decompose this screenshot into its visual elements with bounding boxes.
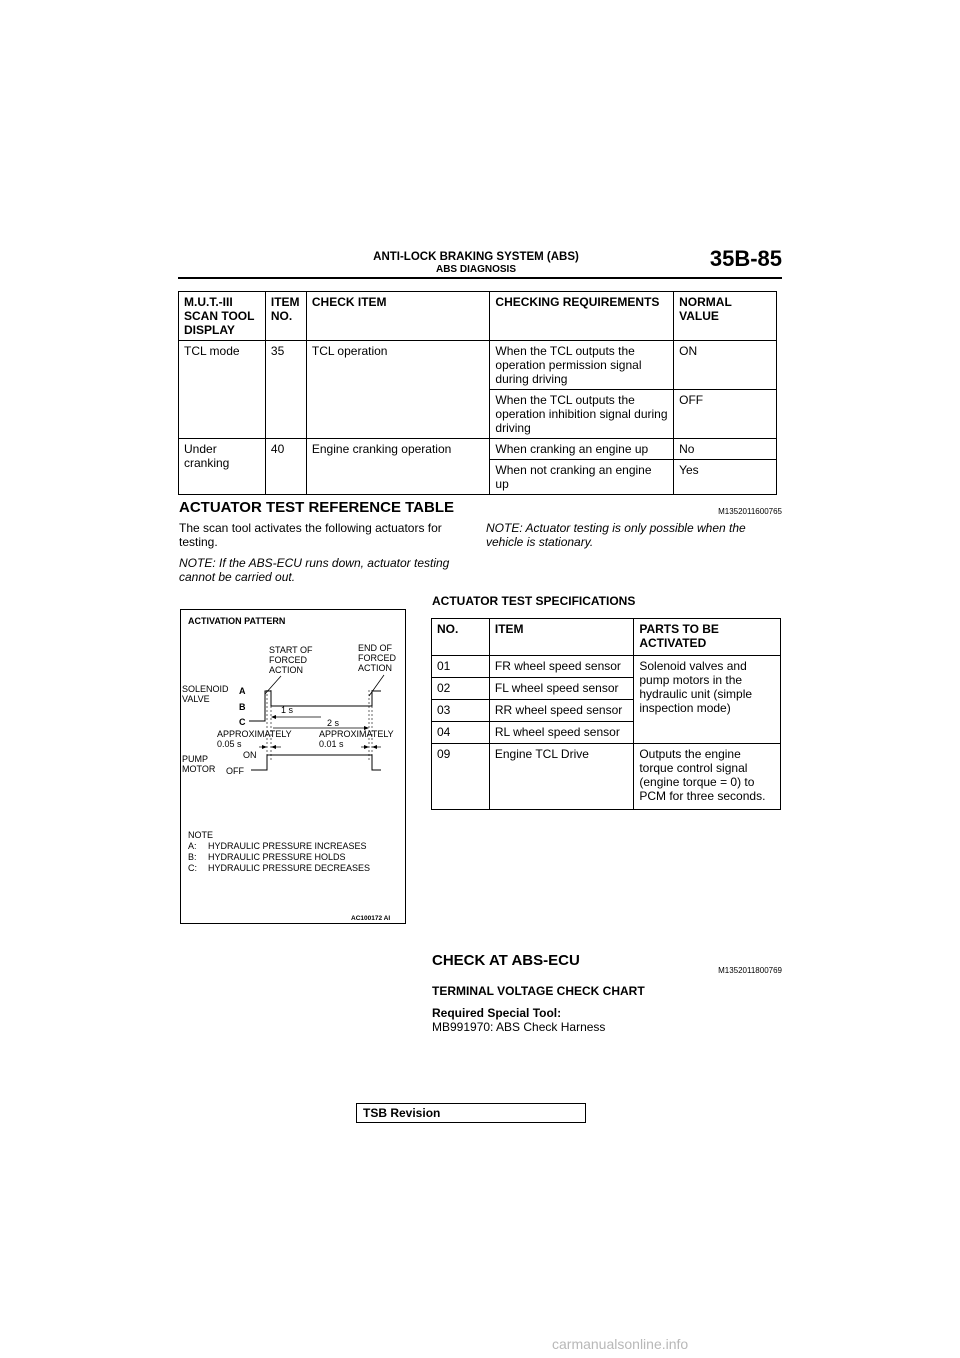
cell-no: 04 [432,722,490,744]
page-number: 35B-85 [709,246,782,271]
arrow-head [262,745,267,749]
approx-left: APPROXIMATELY [217,729,292,739]
header-cell: CHECK ITEM [306,292,490,341]
pump-label: PUMP [182,754,209,764]
spec-table-title: ACTUATOR TEST SPECIFICATIONS [432,594,636,608]
cell-item: FL wheel speed sensor [489,678,633,700]
cell-value: ON [674,341,777,390]
figure-code: AC100172 AI [351,915,391,922]
activation-pattern-diagram [181,610,405,923]
cell-no: 01 [432,656,490,678]
tool-label: Required Special Tool: [432,1006,562,1020]
activation-pattern-figure [180,609,406,924]
solenoid-label: SOLENOID [182,684,229,694]
table-row [179,341,777,390]
cell-requirement: When the TCL outputs the operation permission signal during driving [490,341,674,390]
table-header-row [432,619,781,656]
table-header-row [179,292,777,341]
level-a-label: A [239,686,246,696]
cell-parts: Solenoid valves and pump motors in the hydraulic unit (simple inspection mode) [634,656,781,744]
on-label: ON [243,750,257,760]
off-label: OFF [226,766,244,776]
cell-no: 02 [432,678,490,700]
cell-check-item: Engine cranking operation [306,439,490,495]
ecu-section-code: M1352011800769 [718,966,782,975]
cell-item: FR wheel speed sensor [489,656,633,678]
header-cell: ITEM NO. [265,292,306,341]
actuator-section-title: ACTUATOR TEST REFERENCE TABLE [179,499,455,516]
cell-display: Under cranking [179,439,266,495]
one-second-label: 1 s [281,705,294,715]
ecu-section-title: CHECK AT ABS-ECU [432,952,580,969]
start-label: START OF [269,645,313,655]
cell-no: 09 [432,744,490,810]
header-cell: ITEM [489,619,633,656]
note-text: HYDRAULIC PRESSURE HOLDS [208,852,346,862]
cell-item: RL wheel speed sensor [489,722,633,744]
pump-label: MOTOR [182,764,216,774]
tool-name: MB991970: ABS Check Harness [432,1020,606,1034]
level-b-label: B [239,702,246,712]
two-second-label: 2 s [327,718,340,728]
approx-right: APPROXIMATELY [319,729,394,739]
end-label: ACTION [358,663,393,673]
actuator-section-code: M1352011600765 [718,507,782,516]
cell-no: 03 [432,700,490,722]
end-label: END OF [358,643,393,653]
header-cell: CHECKING REQUIREMENTS [490,292,674,341]
table-row [432,744,781,810]
actuator-intro: The scan tool activates the following actuators for testing. [179,521,442,549]
watermark: carmanualsonline.info [552,1336,689,1352]
start-label: ACTION [269,665,304,675]
end-label: FORCED [358,653,396,663]
cell-value: No [674,439,777,460]
note-text: HYDRAULIC PRESSURE INCREASES [208,841,367,851]
cell-item-no: 40 [265,439,306,495]
cell-item-no: 35 [265,341,306,439]
header-cell: PARTS TO BE ACTIVATED [634,619,781,656]
section-subtitle: ABS DIAGNOSIS [435,264,516,275]
arrow-head [271,715,276,719]
cell-display: TCL mode [179,341,266,439]
table-row [432,656,781,678]
start-label: FORCED [269,655,307,665]
note-key: C: [188,863,197,873]
cell-requirement: When the TCL outputs the operation inhibition signal during driving [490,390,674,439]
arrow-head [271,745,276,749]
table-row [179,439,777,460]
pump-waveform [251,755,381,770]
data-list-table [178,291,777,495]
cell-item: Engine TCL Drive [489,744,633,810]
cell-requirement: When not cranking an engine up [490,460,674,495]
cell-value: OFF [674,390,777,439]
figure-title: ACTIVATION PATTERN [188,616,286,626]
level-c-label: C [239,717,246,727]
tsb-revision-box: TSB Revision [356,1103,586,1123]
cell-check-item: TCL operation [306,341,490,439]
header-cell: NORMAL VALUE [674,292,777,341]
header-rule [178,277,782,279]
solenoid-waveform [249,691,381,721]
arrow-head [372,745,377,749]
chart-title: TERMINAL VOLTAGE CHECK CHART [432,984,645,998]
end-leader [369,675,384,696]
header-cell: NO. [432,619,490,656]
approx-left: 0.05 s [217,739,242,749]
note-head: NOTE [188,830,214,840]
note-key: A: [188,841,197,851]
cell-requirement: When cranking an engine up [490,439,674,460]
approx-right: 0.01 s [319,739,344,749]
actuator-note-left: NOTE: If the ABS-ECU runs down, actuator testing cannot be carried out. [179,556,450,584]
header-cell: M.U.T.-III SCAN TOOL DISPLAY [179,292,266,341]
actuator-note-right: NOTE: Actuator testing is only possible when the vehicle is stationary. [486,521,746,549]
arrow-head [364,745,369,749]
note-key: B: [188,852,197,862]
cell-parts: Outputs the engine torque control signal (engine torque = 0) to PCM for three seconds. [634,744,781,810]
spec-table [431,618,781,810]
note-text: HYDRAULIC PRESSURE DECREASES [208,863,371,873]
cell-value: Yes [674,460,777,495]
solenoid-label: VALVE [182,694,210,704]
section-title: ANTI-LOCK BRAKING SYSTEM (ABS) [373,251,579,263]
cell-item: RR wheel speed sensor [489,700,633,722]
